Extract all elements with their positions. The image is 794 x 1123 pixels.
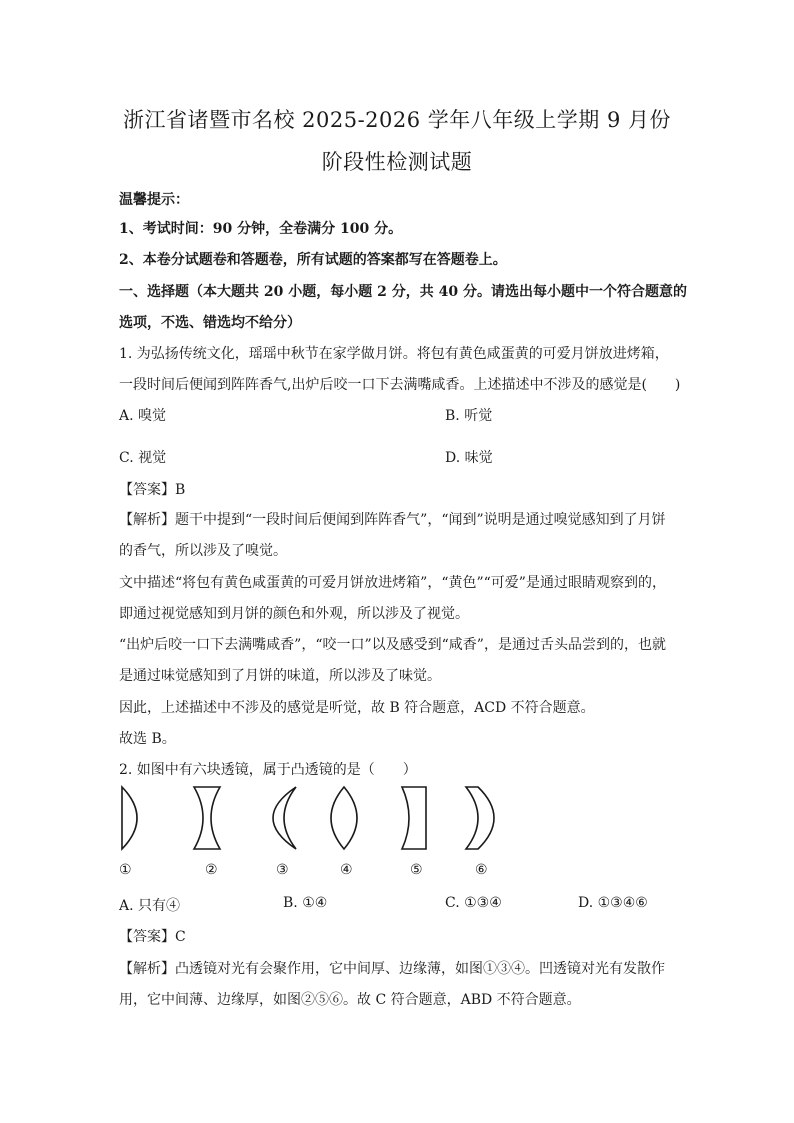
lens-4-biconvex — [331, 787, 357, 849]
q1-option-b: B. 听觉 — [445, 408, 493, 424]
answer-tag: 【答案】 — [119, 929, 175, 945]
analysis-text: 题干中提到“一段时间后便闻到阵阵香气”，“闻到”说明是通过嗅觉感知到了月饼 — [175, 512, 666, 528]
q2-option-a: A. 只有④ — [119, 898, 181, 914]
q2-option-d: D. ①③④⑥ — [578, 895, 648, 911]
analysis-tag: 【解析】 — [119, 512, 175, 528]
section-heading-line-2: 选项，不选、错选均不给分） — [119, 315, 301, 331]
q1-option-d: D. 味觉 — [445, 450, 493, 466]
lens-6-concave-meniscus — [466, 787, 494, 849]
q2-analysis-line-2: 用，它中间薄、边缘厚，如图②⑤⑥。故 C 符合题意，ABD 不符合题意。 — [119, 992, 581, 1008]
answer-value: C — [175, 929, 186, 945]
answer-tag: 【答案】 — [119, 482, 175, 498]
q1-analysis-line-6: 是通过味觉感知到了月饼的味道，所以涉及了味觉。 — [119, 668, 441, 684]
notice-heading: 温馨提示： — [119, 192, 189, 208]
q2-stem: 2. 如图中有六块透镜，属于凸透镜的是（ ） — [119, 762, 417, 778]
lens-label-1: ① — [119, 862, 132, 878]
q1-analysis-line-2: 的香气，所以涉及了嗅觉。 — [119, 543, 287, 559]
lens-5-plano-concave — [402, 787, 426, 849]
q1-analysis-line-1 — [119, 509, 666, 529]
lens-label-2: ② — [205, 862, 218, 878]
q1-option-a: A. 嗅觉 — [119, 408, 167, 424]
q1-analysis-line-3: 文中描述“将包有黄色咸蛋黄的可爱月饼放进烤箱”，“黄色”“可爱”是通过眼睛观察到的， — [119, 575, 666, 591]
lens-1-plano-convex — [122, 787, 137, 849]
lens-2-biconcave — [194, 787, 220, 849]
q1-analysis-line-8: 故选 B。 — [119, 731, 176, 747]
q1-stem-line-2: 一段时间后便闻到阵阵香气,出炉后咬一口下去满嘴咸香。上述描述中不涉及的感觉是( ) — [119, 377, 681, 393]
answer-value: B — [175, 482, 186, 498]
q2-option-c: C. ①③④ — [445, 895, 502, 911]
q1-answer — [119, 479, 185, 499]
lens-label-6: ⑥ — [475, 862, 488, 878]
lens-label-4: ④ — [340, 862, 353, 878]
analysis-tag: 【解析】 — [119, 961, 175, 977]
q1-analysis-line-7: 因此，上述描述中不涉及的感觉是听觉，故 B 符合题意，ACD 不符合题意。 — [119, 700, 595, 716]
q2-analysis-line-1 — [119, 958, 665, 978]
lens-label-5: ⑤ — [410, 862, 423, 878]
q2-answer — [119, 926, 186, 946]
analysis-text: 凸透镜对光有会聚作用，它中间厚、边缘薄，如图①③④。凹透镜对光有发散作 — [175, 961, 665, 977]
q1-analysis-line-4: 即通过视觉感知到月饼的颜色和外观，所以涉及了视觉。 — [119, 606, 469, 622]
lens-label-3: ③ — [276, 862, 289, 878]
section-heading-line-1: 一、选择题（本大题共 20 小题，每小题 2 分，共 40 分。请选出每小题中一个符合题意的 — [119, 284, 687, 300]
q1-option-c: C. 视觉 — [119, 450, 167, 466]
q1-stem-line-1: 1. 为弘扬传统文化，瑶瑶中秋节在家学做月饼。将包有黄色咸蛋黄的可爱月饼放进烤箱， — [119, 346, 669, 362]
notice-item-2: 2、本卷分试题卷和答题卷，所有试题的答案都写在答题卷上。 — [119, 252, 507, 268]
q2-option-b: B. ①④ — [283, 895, 328, 911]
lens-figure — [110, 783, 510, 853]
lens-3-meniscus — [273, 787, 296, 849]
notice-item-1: 1、考试时间：90 分钟，全卷满分 100 分。 — [119, 221, 403, 237]
page-title: 浙江省诸暨市名校 2025-2026 学年八年级上学期 9 月份 — [122, 108, 672, 132]
page-subtitle: 阶段性检测试题 — [321, 150, 473, 174]
q1-analysis-line-5: “出炉后咬一口下去满嘴咸香”，“咬一口”以及感受到“咸香”，是通过舌头品尝到的，也就 — [119, 637, 666, 653]
